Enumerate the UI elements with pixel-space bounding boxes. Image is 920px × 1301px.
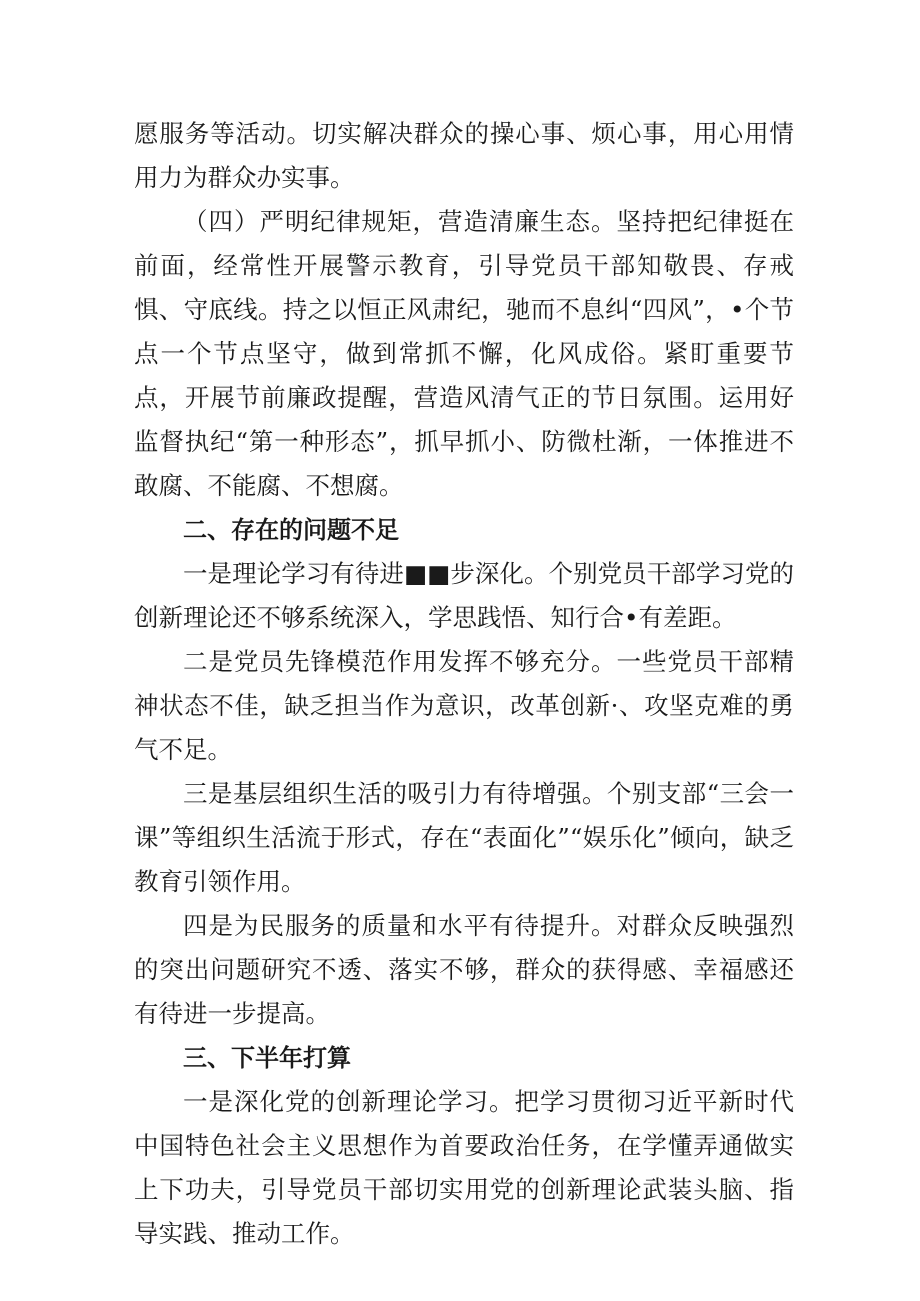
paragraph-problem-1: 一是理论学习有待进■■步深化。个别党员干部学习党的创新理论还不够系统深入，学思践悟、知行合•有差距。	[134, 559, 794, 632]
document-body	[134, 112, 794, 1256]
section-heading-problems: 二、存在的问题不足	[183, 516, 399, 544]
paragraph-discipline: （四）严明纪律规矩，营造清廉生态。坚持把纪律挺在前面，经常性开展警示教育，引导党员干部知敬畏、存戒惧、守底线。持之以恒正风肃纪，驰而不息纠“四风”，•个节点一个节点坚守，做到常抓不懈，化风成俗。紧盯重要节点，开展节前廉政提醒，营造风清气正的节日氛围。运用好监督执纪“第一种形态”，抓早抓小、防微杜渐，一体推进不敢腐、不能腐、不想腐。	[134, 207, 794, 500]
paragraph-plan-1: 一是深化党的创新理论学习。把学习贯彻习近平新时代中国特色社会主义思想作为首要政治任务，在学懂弄通做实上下功夫，引导党员干部切实用党的创新理论武装头脑、指导实践、推动工作。	[134, 1087, 794, 1248]
paragraph-problem-4: 四是为民服务的质量和水平有待提升。对群众反映强烈的突出问题研究不透、落实不够，群众的获得感、幸福感还有待进一步提高。	[134, 911, 794, 1028]
paragraph-problem-2: 二是党员先锋模范作用发挥不够充分。一些党员干部精神状态不佳，缺乏担当作为意识，改革创新·、攻坚克难的勇气不足。	[134, 647, 794, 764]
paragraph-problem-3: 三是基层组织生活的吸引力有待增强。个别支部“三会一课”等组织生活流于形式，存在“表面化”“娱乐化”倾向，缺乏教育引领作用。	[134, 779, 794, 896]
continuation-paragraph: 愿服务等活动。切实解决群众的操心事、烦心事，用心用情用力为群众办实事。	[134, 119, 794, 192]
section-heading-plans: 三、下半年打算	[183, 1044, 351, 1072]
